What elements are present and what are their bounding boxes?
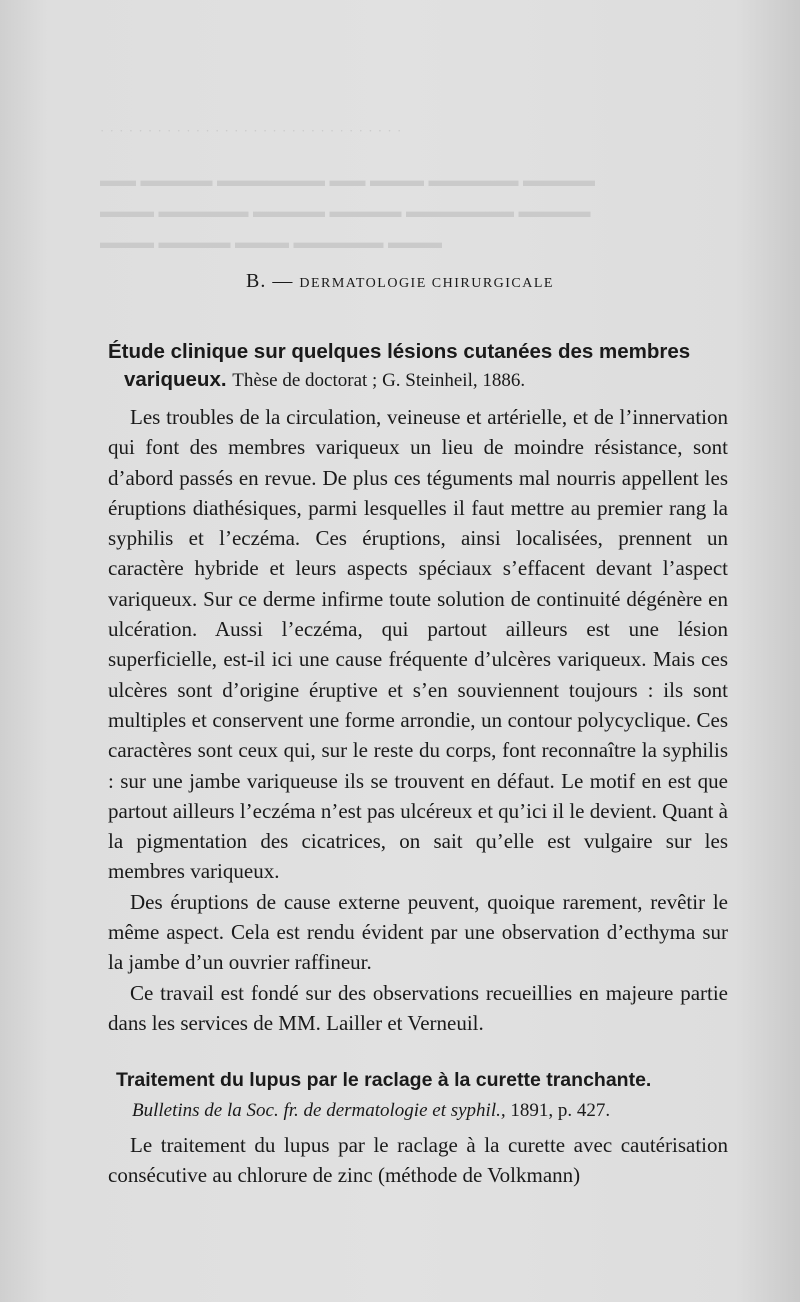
journal-name: Bulletins de la Soc. fr. de dermatologie et syphil., <box>132 1100 506 1121</box>
paragraph: Des éruptions de cause externe peuvent, quoique rarement, revêtir le même aspect. Cela est rendu évident par une observation d’ecthyma sur la jambe d’un ouvrier raffineur. <box>108 889 728 975</box>
article-2-title: Traitement du lupus par le raclage à la curette tranchante. <box>116 1069 652 1091</box>
section-letter: B. — <box>246 270 294 292</box>
article-1-body <box>108 402 728 1038</box>
bleed-through-text: · · · · · · · · · · · · · · · · · · · · · · · · · · · · · · · · <box>100 123 403 138</box>
article-1-reference: Thèse de doctorat ; G. Steinheil, 1886. <box>232 370 526 391</box>
article-1-title-line2: variqueux. <box>124 368 227 391</box>
article-1-title-line1: Étude clinique sur quelques lésions cutanées des membres <box>108 340 691 363</box>
journal-year-page: 1891, p. 427. <box>505 1100 611 1121</box>
article-2-body <box>108 1130 728 1191</box>
paragraph: Le traitement du lupus par le raclage à la curette avec cautérisation consécutive au chlorure de zinc (méthode de Volkmann) <box>108 1133 728 1188</box>
section-heading <box>0 270 800 293</box>
article-2-reference <box>132 1097 610 1125</box>
article-1-title <box>108 338 728 395</box>
paragraph: Ce travail est fondé sur des observations recueillies en majeure partie dans les services de MM. Lailler et Verneuil. <box>108 980 728 1035</box>
bleed-through-text: ▬▬ ▬▬▬▬ ▬▬▬▬▬▬ ▬▬ ▬▬▬ ▬▬▬▬▬ ▬▬▬▬ ▬▬▬ ▬▬▬▬▬ ▬▬▬▬ ▬▬▬▬ ▬▬▬▬▬▬ ▬▬▬▬ ▬▬▬ ▬▬▬▬ ▬▬▬ ▬▬▬▬▬ ▬▬▬ <box>100 170 595 252</box>
section-name: DERMATOLOGIE CHIRURGICALE <box>299 276 554 291</box>
paragraph: Les troubles de la circulation, veineuse et artérielle, et de l’innervation qui font des membres variqueux un lieu de moindre résistance, sont d’abord passés en revue. De plus ces téguments mal nourris appellent les éruptions diathésiques, parmi lesquelles il faut mettre au premier rang la syphilis et l’eczéma. Ces éruptions, ainsi localisées, prennent un caractère hybride et leurs aspects spéciaux s’effacent devant l’aspect variqueux. Sur ce derme infirme toute solution de continuité dégénère en ulcération. Aussi l’eczéma, qui partout ailleurs est une lésion superficielle, est-il ici une cause fréquente d’ulcères variqueux. Mais ces ulcères sont d’origine éruptive et s’en souviennent toujours : ils sont multiples et conservent une forme arrondie, un contour polycyclique. Ces caractères sont ceux qui, sur le reste du corps, font reconnaître la syphilis : sur une jambe variqueuse ils se trouvent en défaut. Le motif en est que partout ailleurs l’eczéma n’est pas ulcéreux et qu’ici il le devient. Quant à la pigmentation des cicatrices, on sait qu’elle est vulgaire sur les membres variqueux. <box>108 405 728 884</box>
